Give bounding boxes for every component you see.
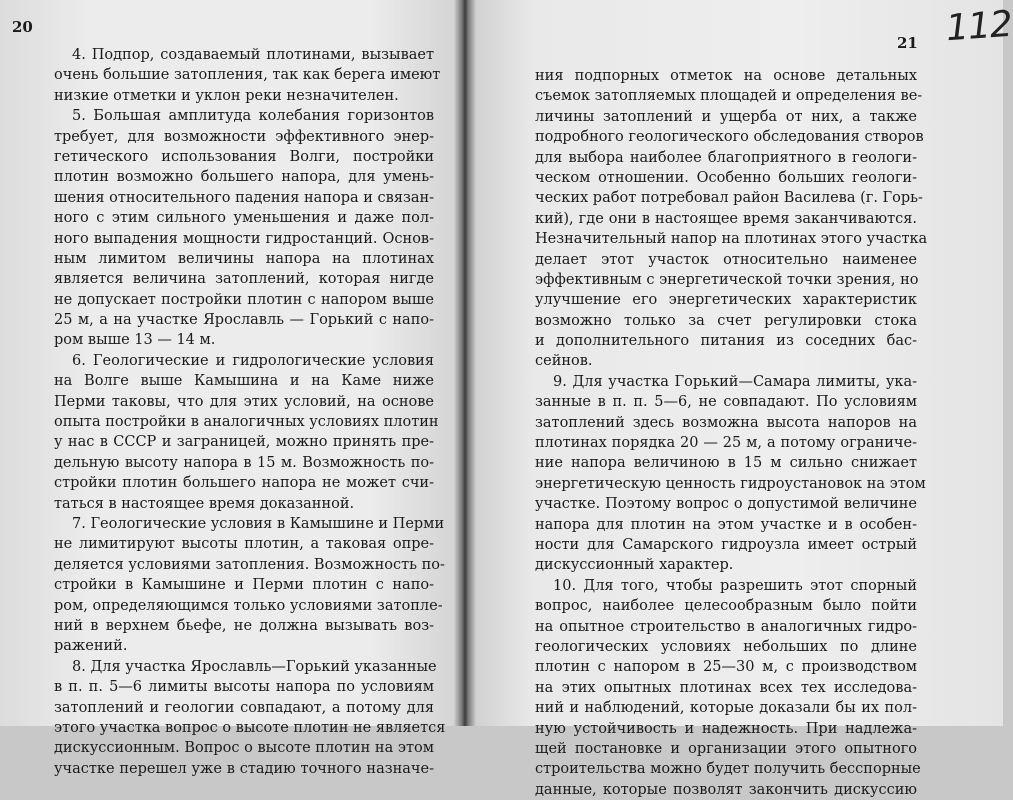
text-line: ние напора величиною в 15 м сильно снижает (535, 455, 917, 472)
text-line: участке перешел уже в стадию точного назначе- (54, 760, 434, 777)
text-line: деляется условиями затопления. Возможность по- (54, 556, 445, 573)
text-line: стройки плотин большего напора не может счи- (54, 475, 434, 492)
text-line: улучшение его энергетических характеристик (535, 292, 917, 309)
text-line: данные, которые позволят закончить дискуссию (535, 781, 917, 798)
text-line: ности для Самарского гидроузла имеет острый (535, 536, 917, 553)
text-line: ний и наблюдений, которые доказали бы их пол- (535, 700, 917, 717)
text-line: шения относительного падения напора и связан- (54, 189, 435, 206)
text-line: съемок затопляемых площадей и определения ве- (535, 88, 923, 105)
text-line: ром, определяющимся только условиями затопле- (54, 597, 443, 614)
text-line: дельную высоту напора в 15 м. Возможность по- (54, 454, 434, 471)
text-line: затоплений здесь возможна высота напоров на (535, 414, 917, 431)
text-line: сейнов. (535, 353, 593, 370)
text-line: вопрос, наиболее целесообразным было пойти (535, 598, 917, 615)
text-line: ного выпадения мощности гидростанций. Основ- (54, 230, 434, 247)
text-line: является величина затоплений, которая нигде (54, 271, 434, 288)
text-line: для выбора наиболее благоприятного в геологи- (535, 149, 917, 166)
text-line: ным лимитом величины напора на плотинах (54, 250, 434, 267)
text-line: 9. Для участка Горький—Самара лимиты, ука- (553, 373, 917, 390)
page-number-left: 20 (12, 18, 33, 36)
text-line: на Волге выше Камышина и на Каме ниже (54, 373, 434, 390)
text-line: плотин с напором в 25—30 м, с производством (535, 659, 917, 676)
text-line: 7. Геологические условия в Камышине и Перми (72, 515, 445, 532)
text-line: таться в настоящее время доказанной. (54, 495, 355, 512)
text-line: ражений. (54, 638, 128, 655)
text-line: не лимитируют высоты плотин, а таковая опре- (54, 536, 434, 553)
text-line: требует, для возможности эффективного энер- (54, 128, 434, 145)
text-line: ную устойчивость и надежность. При надлежа- (535, 720, 917, 737)
text-line: делает этот участок относительно наименее (535, 251, 917, 268)
text-line: у нас в СССР и заграницей, можно принять пре- (54, 434, 434, 451)
text-line: Перми таковы, что для этих условий, на основе (54, 393, 434, 410)
text-line: строительства можно будет получить бесспорные (535, 761, 921, 778)
text-line: эффективным с энергетической точки зрения, но (535, 271, 919, 288)
text-line: кий), где они в настоящее время заканчиваются. (535, 210, 917, 227)
text-line: 10. Для того, чтобы разрешить этот спорный (553, 577, 917, 594)
text-line: дискуссионный характер. (535, 557, 734, 574)
text-line: опыта постройки в аналогичных условиях плотин (54, 414, 439, 431)
text-line: затоплений и геологии совпадают, а потому для (54, 699, 434, 716)
text-line: участке. Поэтому вопрос о допустимой величине (535, 496, 917, 513)
text-line: 8. Для участка Ярославль—Горький указанные (72, 658, 437, 675)
handwritten-archive-number: 112 (944, 3, 1013, 50)
text-line: на этих опытных плотинах всех тех исследова- (535, 679, 917, 696)
page-number-right: 21 (897, 34, 918, 52)
text-line: энергетическую ценность гидроустановок на этом (535, 475, 926, 492)
text-line: щей постановке и организации этого опытного (535, 740, 917, 757)
left-page-text (54, 45, 446, 779)
text-line: и дополнительного питания из соседних бас- (535, 333, 917, 350)
text-line: геологических условиях небольших по длине (535, 638, 917, 655)
text-line: ческих работ потребовал район Василева (г. Горь- (535, 190, 923, 207)
text-line: занные в п. п. 5—6, не совпадают. По условиям (535, 394, 917, 411)
text-line: очень большие затопления, так как берега имеют (54, 67, 441, 84)
text-line: ний в верхнем бьефе, не должна вызывать воз- (54, 617, 434, 634)
text-line: напора для плотин на этом участке и в особен- (535, 516, 917, 533)
text-line: 6. Геологические и гидрологические условия (72, 352, 434, 369)
text-line: ния подпорных отметок на основе детальных (535, 68, 917, 84)
text-line: ром выше 13 — 14 м. (54, 332, 216, 349)
text-line: гетического использования Волги, постройки (54, 148, 434, 165)
text-line: личины затоплений и ущерба от них, а также (535, 108, 917, 125)
text-line: плотинах порядка 20 — 25 м, а потому ограниче- (535, 435, 917, 452)
text-line: Незначительный напор на плотинах этого участка (535, 231, 928, 248)
text-line: на опытное строительство в аналогичных гидро- (535, 618, 917, 635)
text-line: 25 м, а на участке Ярославль — Горький с напо- (54, 312, 434, 329)
book-gutter (454, 0, 476, 726)
text-line: подробного геологического обследования створов (535, 129, 924, 146)
text-line: стройки в Камышине и Перми плотин с напо- (54, 577, 434, 594)
text-line: в п. п. 5—6 лимиты высоты напора по условиям (54, 679, 434, 696)
text-line: возможно только за счет регулировки стока (535, 312, 917, 329)
text-line: не допускает постройки плотин с напором выше (54, 291, 434, 308)
text-line: дискуссионным. Вопрос о высоте плотин на этом (54, 740, 434, 757)
text-line: ческом отношении. Особенно больших геологи- (535, 169, 917, 186)
text-line: низкие отметки и уклон реки незначителен. (54, 87, 399, 104)
text-line: плотин возможно большего напора, для умень- (54, 169, 434, 186)
text-line: 4. Подпор, создаваемый плотинами, вызывает (72, 47, 434, 63)
text-line: ного с этим сильного уменьшения и даже пол- (54, 210, 434, 227)
right-page-text (535, 66, 928, 800)
text-line: 5. Большая амплитуда колебания горизонтов (72, 108, 434, 125)
text-line: этого участка вопрос о высоте плотин не является (54, 719, 446, 736)
